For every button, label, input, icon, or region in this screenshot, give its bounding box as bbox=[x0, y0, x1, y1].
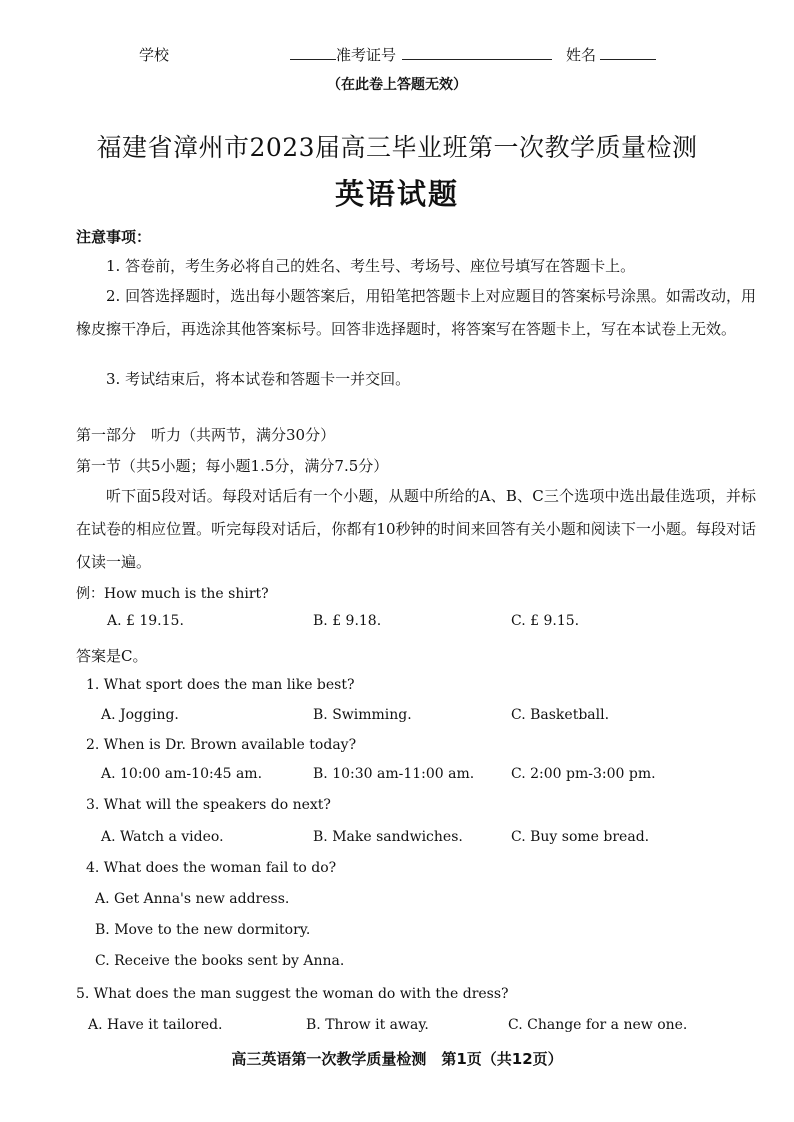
exam-number-field bbox=[290, 44, 552, 65]
example-answer: 答案是C。 bbox=[76, 647, 148, 665]
option-c: C. £ 9.15. bbox=[511, 613, 580, 629]
question-1: 1. What sport does the man like best? bbox=[86, 677, 355, 693]
option-a: A. Get Anna's new address. bbox=[95, 891, 290, 907]
option-a: A. £ 19.15. bbox=[107, 613, 184, 629]
option-a: A. 10:00 am-10:45 am. bbox=[101, 766, 263, 782]
option-b: B. Throw it away. bbox=[306, 1017, 429, 1033]
subject-title: 英语试题 bbox=[334, 177, 459, 211]
exam-number-label: 准考证号 bbox=[336, 46, 397, 64]
school-field bbox=[139, 44, 169, 65]
option-b: B. Swimming. bbox=[313, 707, 412, 723]
part-heading: 第一部分 听力（共两节，满分30分） bbox=[76, 426, 336, 444]
page-footer: 高三英语第一次教学质量检测 第1页（共12页） bbox=[231, 1050, 563, 1068]
school-label: 学校 bbox=[139, 46, 170, 64]
option-c: C. 2:00 pm-3:00 pm. bbox=[511, 766, 656, 782]
name-field bbox=[566, 44, 656, 65]
question-5: 5. What does the man suggest the woman do with the dress? bbox=[76, 986, 509, 1002]
exam-title: 福建省漳州市2023届高三毕业班第一次教学质量检测 bbox=[96, 133, 698, 162]
question-2: 2. When is Dr. Brown available today? bbox=[86, 737, 357, 753]
name-label: 姓名 bbox=[566, 46, 597, 64]
listening-instructions: 听下面5段对话。每段对话后有一个小题，从题中所给的A、B、C三个选项中选出最佳选项，并标在试卷的相应位置。听完每段对话后，你都有10秒钟的时间来回答有关小题和阅读下一小题。每段对话仅读一遍。 bbox=[76, 487, 756, 571]
example-question: 例：How much is the shirt? bbox=[76, 586, 269, 602]
question-3: 3. What will the speakers do next? bbox=[86, 797, 331, 813]
blank-line bbox=[402, 45, 552, 60]
section-heading: 第一节（共5小题；每小题1.5分，满分7.5分） bbox=[76, 457, 389, 475]
option-b: B. £ 9.18. bbox=[313, 613, 382, 629]
notice-item-3: 3. 考试结束后，将本试卷和答题卡一并交回。 bbox=[106, 370, 411, 388]
option-c: C. Change for a new one. bbox=[508, 1017, 688, 1033]
option-c: C. Basketball. bbox=[511, 707, 610, 723]
option-b: B. 10:30 am-11:00 am. bbox=[313, 766, 475, 782]
notice-heading: 注意事项： bbox=[76, 228, 152, 246]
option-a: A. Watch a video. bbox=[101, 829, 224, 845]
invalid-answer-note: （在此卷上答题无效） bbox=[327, 77, 467, 93]
option-a: A. Jogging. bbox=[101, 707, 179, 723]
option-a: A. Have it tailored. bbox=[88, 1017, 223, 1033]
question-4: 4. What does the woman fail to do? bbox=[86, 860, 337, 876]
notice-item-1: 1. 答卷前，考生务必将自己的姓名、考生号、考场号、座位号填写在答题卡上。 bbox=[106, 257, 636, 275]
notice-item-2: 2. 回答选择题时，选出每小题答案后，用铅笔把答题卡上对应题目的答案标号涂黑。如需改动，用橡皮擦干净后，再选涂其他答案标号。回答非选择题时，将答案写在答题卡上，写在本试卷上无效。 bbox=[76, 287, 756, 338]
option-c: C. Receive the books sent by Anna. bbox=[95, 953, 345, 969]
option-b: B. Move to the new dormitory. bbox=[95, 922, 311, 938]
blank-line bbox=[290, 45, 336, 60]
blank-line bbox=[600, 45, 656, 60]
option-b: B. Make sandwiches. bbox=[313, 829, 463, 845]
option-c: C. Buy some bread. bbox=[511, 829, 650, 845]
